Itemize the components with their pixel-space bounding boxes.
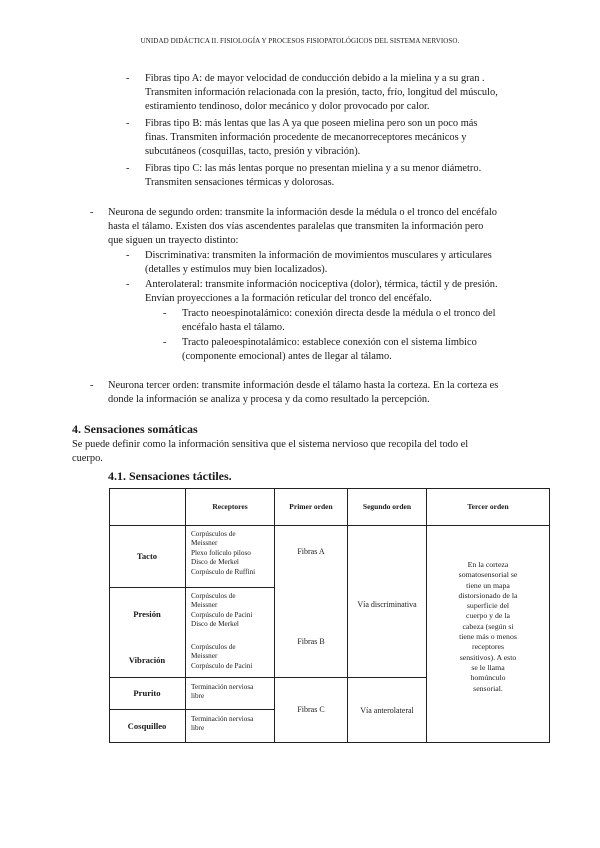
- dash-marker: -: [90, 380, 94, 391]
- text-line: Fibras tipo B: más lentas que las A ya que poseen mielina pero son un poco más: [145, 118, 478, 129]
- table-border: [109, 488, 550, 489]
- text-line: Neurona de segundo orden: transmite la información desde la médula o el tronco del encéfalo: [108, 207, 497, 218]
- row-label-cosquilleo: Cosquilleo: [127, 721, 167, 731]
- subsection-title: 4.1. Sensaciones táctiles.: [108, 469, 232, 483]
- text-line: somatosensorial se: [458, 570, 518, 580]
- receptors-presion: [191, 592, 252, 630]
- table-border: [549, 488, 550, 743]
- row-label-vibracion: Vibración: [128, 655, 166, 665]
- table-row-line: [186, 677, 275, 678]
- dash-marker: -: [126, 73, 130, 84]
- dash-marker: -: [163, 308, 167, 319]
- bullet-neoespinotalamico: [182, 307, 556, 335]
- text-line: (detalles y estímulos muy bien localizados).: [145, 264, 328, 275]
- receptor-item: libre: [191, 724, 205, 733]
- text-line: Anterolateral: transmite información nociceptiva (dolor), térmica, táctil y de presión.: [145, 279, 498, 290]
- fibras-b-cell: Fibras B: [297, 637, 325, 646]
- dash-marker: -: [126, 250, 130, 261]
- bullet-tercer-orden: [108, 379, 556, 407]
- dash-marker: -: [126, 118, 130, 129]
- bullet-paleoespinotalamico: [182, 336, 556, 364]
- text-line: tiene un mapa: [466, 580, 510, 590]
- text-line: En la corteza: [467, 560, 509, 569]
- header-primer-orden: Primer orden: [289, 502, 333, 511]
- text-line: (componente emocional) antes de llegar al tálamo.: [182, 351, 392, 362]
- fibras-c-cell: Fibras C: [297, 705, 325, 714]
- text-line: receptores: [471, 642, 505, 652]
- text-line: Neurona tercer orden: transmite información desde el tálamo hasta la corteza. En la corteza es: [108, 380, 499, 391]
- receptors-prurito: [191, 683, 253, 702]
- text-line: Discriminativa: transmiten la información de movimientos musculares y articulares: [145, 250, 492, 261]
- tercer-orden-cell: [427, 560, 549, 694]
- text-line: Tracto neoespinotalámico: conexión directa desde la médula o el tronco del: [182, 308, 496, 319]
- receptor-item: Corpúsculos de: [191, 592, 236, 600]
- dash-marker: -: [163, 337, 167, 348]
- receptor-item: Corpúsculo de Pacini: [191, 661, 253, 670]
- receptor-item: Corpúsculos de: [191, 530, 236, 538]
- header-segundo-orden: Segundo orden: [362, 502, 412, 511]
- text-line: estiramiento tendinoso, dolor mecánico y dolor provocado por calor.: [145, 101, 430, 112]
- table-row-line: [109, 525, 550, 526]
- receptor-item: Meissner: [191, 601, 218, 610]
- section-title: 4. Sensaciones somáticas: [72, 422, 198, 436]
- bullet-fibras-c: [145, 162, 543, 190]
- fibras-a-cell: Fibras A: [297, 547, 325, 556]
- row-label-presion: Presión: [133, 609, 161, 619]
- text-line: finas. Transmiten información procedente de mecanorreceptores mecánicos y: [145, 132, 467, 143]
- bullet-segundo-orden: [108, 206, 556, 248]
- text-line: sensitivos). A esto: [459, 652, 517, 662]
- bullet-fibras-b: [145, 117, 543, 159]
- receptors-cosquilleo: [191, 715, 253, 734]
- text-line: Se puede definir como la información sensitiva que el sistema nervioso que recopila del todo el: [72, 439, 469, 450]
- text-line: subcutáneos (cosquillas, tacto, presión y vibración).: [145, 146, 361, 157]
- row-label-prurito: Prurito: [133, 688, 161, 698]
- receptor-item: Disco de Merkel: [191, 620, 239, 629]
- receptor-item: Plexo folículo piloso: [191, 548, 251, 557]
- table-row-line: [186, 587, 275, 588]
- receptors-vibracion: [191, 643, 252, 671]
- receptor-item: Disco de Merkel: [191, 558, 239, 567]
- text-line: tiene más o menos: [459, 632, 517, 642]
- text-line: cuerpo.: [72, 453, 103, 464]
- receptor-item: Meissner: [191, 652, 218, 661]
- page-header: UNIDAD DIDÁCTICA II. FISIOLOGÍA Y PROCESOS FISIOPATOLÓGICOS DEL SISTEMA NERVIOSO.: [140, 37, 460, 45]
- text-line: homúnculo: [470, 673, 506, 683]
- bullet-fibras-a: [145, 72, 543, 114]
- text-line: que siguen un trayecto distinto:: [108, 235, 239, 246]
- text-line: Transmiten sensaciones térmicas y dolorosas.: [145, 177, 335, 188]
- table-border: [109, 742, 550, 743]
- bullet-discriminativa: [145, 249, 555, 277]
- receptors-tacto: [191, 530, 255, 577]
- text-line: sensorial.: [473, 683, 503, 693]
- sensations-table: [109, 488, 550, 743]
- table-row-line: [274, 677, 348, 678]
- text-line: cabeza (según si: [462, 621, 514, 631]
- text-line: superficie del: [466, 601, 510, 611]
- dash-marker: -: [126, 279, 130, 290]
- table-column-line: [347, 488, 348, 743]
- table-row-line: [109, 709, 186, 710]
- table-row-line: [347, 677, 427, 678]
- receptor-item: Corpúsculo de Ruffini: [191, 567, 256, 576]
- text-line: Fibras tipo A: de mayor velocidad de conducción debido a la mielina y a su gran .: [145, 73, 485, 84]
- bullet-anterolateral: [145, 278, 555, 306]
- text-line: cuerpo y de la: [466, 611, 510, 621]
- header-receptores: Receptores: [212, 502, 248, 511]
- text-line: Fibras tipo C: las más lentas porque no presentan mielina y a su menor diámetro.: [145, 163, 482, 174]
- receptor-item: Corpúsculos de: [191, 643, 236, 651]
- section-paragraph: [72, 438, 556, 466]
- receptor-item: Terminación nerviosa: [191, 683, 254, 691]
- text-line: Transmiten información relacionada con la presión, tacto, frío, longitud del músculo,: [145, 87, 498, 98]
- dash-marker: -: [90, 207, 94, 218]
- text-line: se le llama: [471, 662, 505, 672]
- header-tercer-orden: Tercer orden: [467, 502, 509, 511]
- via-discriminativa-cell: Vía discriminativa: [357, 600, 417, 609]
- text-line: Envían proyecciones a la formación reticular del tronco del encéfalo.: [145, 293, 432, 304]
- text-line: encéfalo hasta el tálamo.: [182, 322, 285, 333]
- text-line: hasta el tálamo. Existen dos vías ascendentes paralelas que transmiten la información pero: [108, 221, 484, 232]
- receptor-item: libre: [191, 692, 205, 701]
- receptor-item: Meissner: [191, 539, 218, 548]
- via-anterolateral-cell: Vía anterolateral: [360, 706, 414, 715]
- text-line: Tracto paleoespinotalámico: establece conexión con el sistema límbico: [182, 337, 477, 348]
- row-label-tacto: Tacto: [136, 551, 158, 561]
- text-line: donde la información se analiza y procesa y da como resultado la percepción.: [108, 394, 430, 405]
- table-row-line: [109, 587, 186, 588]
- text-line: distorsionado de la: [458, 590, 518, 600]
- table-column-line: [185, 488, 186, 743]
- receptor-item: Terminación nerviosa: [191, 715, 254, 723]
- table-row-line: [186, 709, 275, 710]
- dash-marker: -: [126, 163, 130, 174]
- receptor-item: Corpúsculo de Pacini: [191, 610, 253, 619]
- table-row-line: [109, 677, 186, 678]
